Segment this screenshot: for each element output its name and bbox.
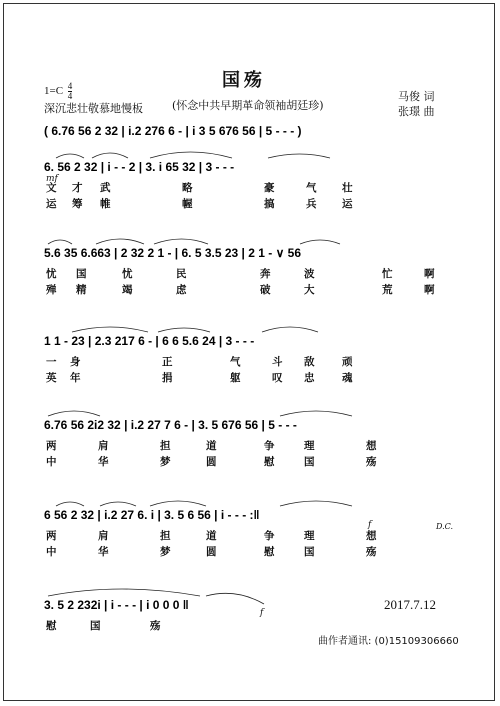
slur [96,239,144,244]
score-date: 2017.7.12 [384,597,436,612]
lyric-syllable: 搞 [264,198,275,210]
lyric-syllable: 国 [304,456,315,468]
lyric-syllable: 中 [46,456,57,468]
lyricist-credit: 马俊 词 [398,90,435,103]
lyric-syllable: 文 [46,182,57,194]
lyric-syllable: 帷 [100,198,111,210]
lyric-syllable: 英 [46,372,57,384]
da-capo-marking: D.C. [436,522,454,531]
lyric-syllable: 华 [98,546,109,558]
lyric-syllable: 华 [98,456,109,468]
slur [150,152,232,158]
slur [280,411,352,416]
lyric-syllable: 担 [160,440,171,452]
lyric-syllable: 敌 [304,356,315,368]
lyric-syllable: 幄 [182,198,193,210]
lyric-syllable: 身 [70,356,81,368]
lyric-syllable: 兵 [306,198,317,210]
lyric-syllable: 国 [90,620,101,632]
lyric-syllable: 争 [264,440,275,452]
lyric-syllable: 波 [304,268,315,280]
lyric-syllable: 气 [230,356,241,368]
lyric-syllable: 武 [100,182,111,194]
lyric-syllable: 理 [304,440,315,452]
notation-row: 6. 56 2 32 | i - - 2 | 3. i 65 32 | 3 - - - [44,160,235,174]
notation-row: 6.76 56 2i2 32 | i.2 27 7 6 - | 3. 5 676 56 | 5 - - - [44,418,297,432]
lyric-syllable: 梦 [160,546,171,558]
lyric-syllable: 争 [264,530,275,542]
lyric-syllable: 中 [46,546,57,558]
lyric-syllable: 精 [76,284,87,296]
lyric-syllable: 担 [160,530,171,542]
lyric-syllable: 运 [342,198,353,210]
lyric-syllable: 圆 [206,546,217,558]
lyric-syllable: 大 [304,284,315,296]
lyric-syllable: 壮 [342,182,353,194]
lyric-syllable: 慰 [264,546,275,558]
lyric-syllable: 道 [206,530,217,542]
lyric-syllable: 斗 [272,356,283,368]
lyric-syllable: 啊 [424,268,435,280]
lyric-syllable: 两 [46,440,57,452]
lyric-syllable: 一 [46,356,57,368]
slur [48,240,72,244]
lyric-syllable: 豪 [264,182,275,194]
lyric-syllable: 躯 [230,372,241,384]
lyric-syllable: 肩 [98,440,109,452]
lyric-syllable: 国 [76,268,87,280]
slur [206,593,264,604]
notation-row: ( 6.76 56 2 32 | i.2 276 6 - | i 3 5 676 56 | 5 - - - ) [44,124,302,138]
slur [268,154,330,158]
lyric-syllable: 虑 [176,284,187,296]
slur [100,502,136,506]
composer-credit: 张璟 曲 [398,105,435,118]
lyric-syllable: 正 [162,356,173,368]
lyric-syllable: 想 [366,440,377,452]
dynamic-marking: f [260,608,264,618]
notation-row: 1 1 - 23 | 2.3 217 6 - | 6 6 5.6 24 | 3 - - - [44,334,255,348]
slur [158,328,210,332]
composer-contact: 曲作者通讯: (0)15109306660 [318,636,459,647]
lyric-syllable: 圆 [206,456,217,468]
slur [56,154,84,158]
lyric-syllable: 破 [260,284,271,296]
slur [48,411,100,416]
notation-row: 3. 5 2 232i | i - - - | i 0 0 0 ‖ [44,598,189,612]
page-title: 国殇 [222,70,266,91]
lyric-syllable: 想 [366,530,377,542]
lyric-syllable: 忙 [382,268,393,280]
lyric-syllable: 国 [304,546,315,558]
slur [280,501,352,506]
lyric-syllable: 奔 [260,268,271,280]
lyric-syllable: 筹 [72,198,83,210]
tempo-marking: 深沉悲壮敬慕地慢板 [44,102,143,115]
lyric-syllable: 顽 [342,356,353,368]
lyric-syllable: 忠 [304,372,315,384]
lyric-syllable: 理 [304,530,315,542]
time-sig-top: 4 [67,81,73,91]
lyric-syllable: 忧 [122,268,133,280]
lyric-syllable: 两 [46,530,57,542]
slur [262,327,318,332]
lyric-syllable: 道 [206,440,217,452]
lyric-syllable: 捐 [162,372,173,384]
lyric-syllable: 运 [46,198,57,210]
lyric-syllable: 魂 [342,372,353,384]
lyric-syllable: 荒 [382,284,393,296]
lyric-syllable: 殇 [366,456,377,468]
lyric-syllable: 竭 [122,284,133,296]
lyric-syllable: 殇 [366,546,377,558]
slur [48,589,200,596]
lyric-syllable: 慰 [264,456,275,468]
slur [92,153,128,158]
lyric-syllable: 肩 [98,530,109,542]
subtitle: (怀念中共早期革命领袖胡廷珍) [172,99,324,112]
notation-row: 6 56 2 32 | i.2 27 6. i | 3. 5 6 56 | i - - - :‖ [44,508,260,522]
slur [300,240,340,244]
slur [56,502,84,506]
lyric-syllable: 民 [176,268,187,280]
lyric-syllable: 啊 [424,284,435,296]
slur [154,239,208,244]
lyric-syllable: 殚 [46,284,57,296]
lyric-syllable: 梦 [160,456,171,468]
dynamic-marking: f [368,520,372,530]
slur [150,501,206,506]
lyric-syllable: 才 [72,182,83,194]
dynamic-marking: mf [46,174,58,184]
key-label: 1=C [44,85,64,98]
lyric-syllable: 略 [182,182,193,194]
lyric-syllable: 年 [70,372,81,384]
lyric-syllable: 叹 [272,372,283,384]
slur [72,327,148,332]
lyric-syllable: 气 [306,182,317,194]
lyric-syllable: 慰 [46,620,57,632]
time-sig-bottom: 4 [67,91,73,101]
lyric-syllable: 忧 [46,268,57,280]
notation-row: 5.6 35 6.663 | 2 32 2 1 - | 6. 5 3.5 23 | 2 1 - ∨ 56 [44,246,302,260]
lyric-syllable: 殇 [150,620,161,632]
